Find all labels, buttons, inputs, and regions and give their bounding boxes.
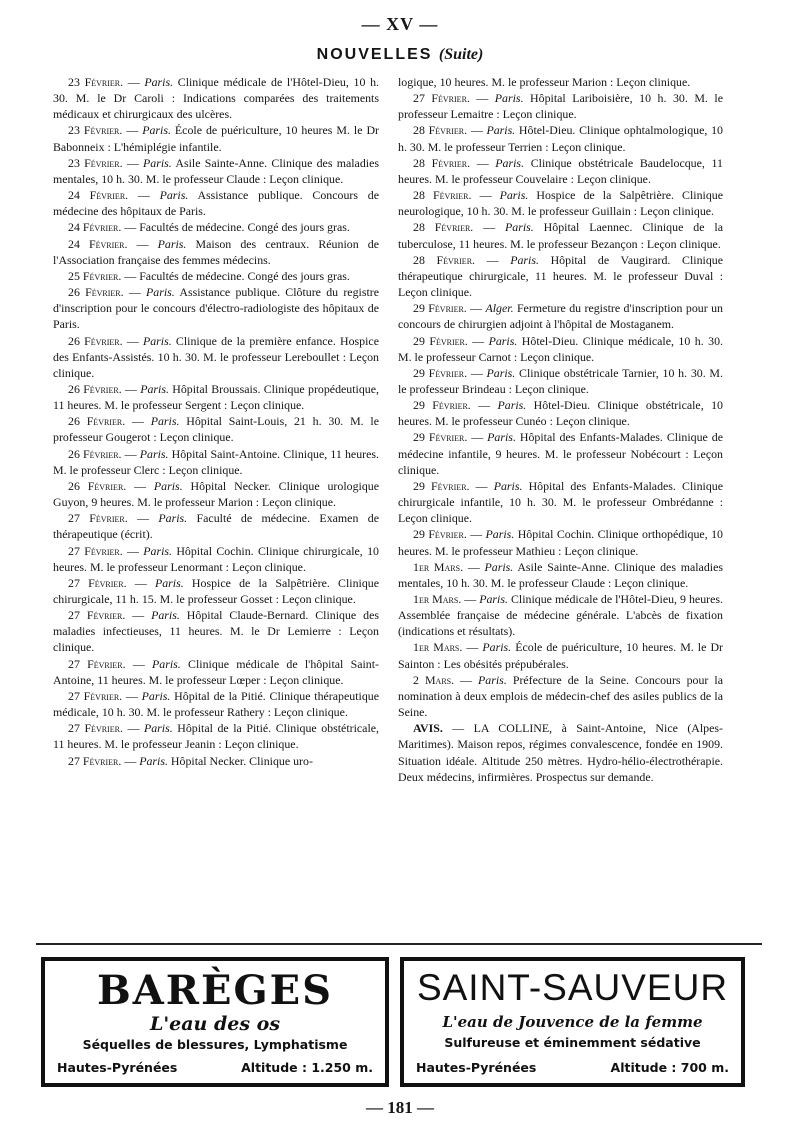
- entry-date: 24 Février.: [68, 220, 122, 235]
- ad-title: BARÈGES: [96, 967, 334, 1014]
- news-entry: 28 Février. — Paris. Hôpital de Vaugirard. Clinique thérapeutique chirurgicale, 11 heures. M. le professeur Duval : Leçon clinique.: [398, 252, 724, 300]
- ad-bareges: [41, 957, 389, 1087]
- news-entry: 24 Février. — Paris. Assistance publique. Concours de médecine des hôpitaux de Paris.: [53, 188, 379, 219]
- folio-roman: — XV —: [361, 14, 439, 34]
- entry-date: 1er Mars.: [413, 592, 462, 606]
- entry-text: Hôpital Broussais. Clinique propédeutique, 11 heures. M. le professeur Sergent : Leçon clinique.: [53, 381, 379, 413]
- entry-text: Hôpital de la Pitié. Clinique obstétricale, 11 heures. M. le professeur Jeanin : Leçon clinique.: [53, 721, 379, 752]
- entry-date: 1er Mars.: [413, 559, 464, 574]
- entry-text: Hôpital Saint-Antoine. Clinique, 11 heures. M. le professeur Clerc : Leçon clinique.: [53, 446, 379, 477]
- avis-text: — LA COLLINE, à Saint-Antoine, Nice (Alpes-Maritimes). Maison repos, régimes convalescence, fondée en 1909. Situation idéale. Altitude 250 mètres. Hydro-hélio-électrothérapie. Deux médecins, infirmières. Prospectus sur demande.: [398, 721, 723, 784]
- news-entry: 1er Mars. — Paris. Clinique médicale de l'Hôtel-Dieu, 9 heures. Assemblée française de médecine générale. L'abcès de fixation (indications et résultats).: [398, 592, 723, 639]
- entry-place: Paris.: [143, 543, 172, 558]
- avis-notice: [398, 720, 723, 785]
- entry-date: 24 Février.: [68, 236, 128, 251]
- entry-text: Hôpital Claude-Bernard. Clinique des maladies infectieuses, 11 heures. M. le Dr Lemierre : Leçon clinique.: [53, 608, 379, 655]
- entry-date: 26 Février.: [68, 285, 124, 300]
- entry-place: Paris.: [159, 188, 189, 203]
- news-entry: 23 Février. — Paris. Clinique médicale de l'Hôtel-Dieu, 10 h. 30. M. le Dr Caroli : Indications comparées des traitements médicaux et chirurgicaux des ulcères.: [53, 75, 379, 122]
- ad-slogan: L'eau des os: [149, 1013, 281, 1035]
- entry-date: 27 Février.: [68, 688, 123, 703]
- entry-place: Paris.: [142, 123, 171, 138]
- right-column-lead: logique, 10 heures. M. le professeur Marion : Leçon clinique.: [398, 75, 691, 89]
- entry-date: 28 Février.: [413, 220, 474, 235]
- entry-text: Hôpital Necker. Clinique uro-: [167, 753, 313, 768]
- entry-text: Assistance publique. Concours de médecine des hôpitaux de Paris.: [53, 188, 379, 219]
- entry-text: Préfecture de la Seine. Concours pour la nomination à deux emplois de médecin-chef des asiles publics de la Seine.: [398, 672, 723, 720]
- news-entry: 2 Mars. — Paris. Préfecture de la Seine. Concours pour la nomination à deux emplois de médecin-chef des asiles publics de la Seine.: [398, 672, 723, 720]
- ad-region: Hautes-Pyrénées: [57, 1060, 178, 1075]
- entry-date: 25 Février.: [68, 268, 122, 283]
- entry-text: Asile Sainte-Anne. Clinique des maladies mentales, 10 h. 30. M. le professeur Claude : Leçon clinique.: [398, 559, 723, 590]
- entry-date: 26 Février.: [68, 381, 122, 396]
- news-entry: 26 Février. — Paris. Hôpital Broussais. Clinique propédeutique, 11 heures. M. le professeur Sergent : Leçon clinique.: [53, 381, 379, 413]
- news-entry: 24 Février. — Paris. Maison des centraux. Réunion de l'Association française des femmes médecins.: [53, 236, 379, 267]
- entry-date: 27 Février.: [68, 511, 128, 526]
- entry-text: Hôpital des Enfants-Malades. Clinique de médecine infantile, 9 heures. M. le professeur Nobécourt : Leçon clinique.: [398, 430, 723, 477]
- entry-place: Paris.: [139, 446, 169, 461]
- news-entry: 27 Février. — Paris. Hôpital Claude-Bernard. Clinique des maladies infectieuses, 11 heures. M. le Dr Lemierre : Leçon clinique.: [53, 608, 379, 655]
- entry-text: Hôpital Laennec. Clinique de la tuberculose, 11 heures. M. le professeur Bezançon : Leçon clinique.: [398, 220, 723, 251]
- entry-date: 27 Février.: [68, 753, 122, 768]
- news-entry: 29 Février. — Alger. Fermeture du registre d'inscription pour un concours de chirurgien adjoint à l'hôpital de Mostaganem.: [398, 301, 723, 332]
- ad-slogan: L'eau de Jouvence de la femme: [442, 1013, 703, 1031]
- ad-title: SAINT-SAUVEUR: [416, 967, 729, 1008]
- entry-text: Hôpital Lariboisière, 10 h. 30. M. le professeur Lemaitre : Leçon clinique.: [398, 91, 723, 122]
- entry-place: Paris.: [499, 188, 529, 203]
- entry-date: 26 Février.: [68, 478, 127, 493]
- ad-altitude: Altitude : 1.250 m.: [241, 1060, 373, 1075]
- entry-text: Clinique médicale de l'Hôtel-Dieu, 9 heures. Assemblée française de médecine générale. L'abcès de fixation (indications et résultats).: [398, 592, 723, 639]
- news-entry: 27 Février. — Paris. Hospice de la Salpêtrière. Clinique chirurgicale, 11 h. 15. M. le professeur Gosset : Leçon clinique.: [53, 575, 379, 606]
- entry-date: 27 Février.: [68, 608, 126, 623]
- entry-date: 2 Mars.: [413, 672, 455, 687]
- entry-date: 29 Février.: [413, 527, 467, 542]
- entry-text: École de puériculture, 10 heures M. le Dr Babonneix : L'hémiplégie infantile.: [53, 123, 380, 154]
- entry-date: 27 Février.: [68, 656, 126, 671]
- news-entry: 27 Février. — Paris. Hôpital Cochin. Clinique chirurgicale, 10 heures. M. le professeur Lenormant : Leçon clinique.: [53, 543, 379, 574]
- entry-text: Facultés de médecine. Congé des jours gras.: [139, 268, 350, 283]
- entry-text: Clinique médicale de l'hôpital Saint-Antoine, 11 heures. M. le professeur Lœper : Leçon clinique.: [53, 656, 380, 687]
- news-entry: 29 Février. — Paris. Hôpital des Enfants-Malades. Clinique chirurgicale infantile, 10 h. 30. M. le professeur Ombrédanne : Leçon clinique.: [398, 478, 723, 526]
- entry-place: Paris.: [151, 608, 180, 623]
- entry-text: Hôtel-Dieu. Clinique ophtalmologique, 10 h. 30. M. le professeur Terrien : Leçon clinique.: [398, 123, 723, 154]
- ad-subtitle: Sulfureuse et éminemment sédative: [444, 1035, 701, 1050]
- entry-date: 23 Février.: [68, 155, 123, 170]
- entry-place: Paris.: [486, 365, 516, 380]
- entry-text: Hôpital de la Pitié. Clinique thérapeutique médicale, 10 h. 30. M. le professeur Rathery : Leçon clinique.: [53, 688, 379, 720]
- news-entry: 26 Février. — Paris. Hôpital Saint-Antoine. Clinique, 11 heures. M. le professeur Clerc : Leçon clinique.: [53, 446, 379, 477]
- entry-place: Paris.: [140, 381, 169, 396]
- entry-place: Paris.: [478, 672, 507, 687]
- page-number: — 181 —: [366, 1098, 434, 1117]
- entry-date: 29 Février.: [413, 478, 470, 493]
- entry-place: Paris.: [154, 575, 184, 590]
- entry-date: 29 Février.: [413, 365, 468, 380]
- entry-place: Paris.: [487, 430, 516, 445]
- news-entry: 26 Février. — Paris. Hôpital Saint-Louis, 21 h. 30. M. le professeur Gougerot : Leçon clinique.: [53, 414, 380, 445]
- news-entry: 28 Février. — Paris. Hôtel-Dieu. Clinique ophtalmologique, 10 h. 30. M. le professeur Terrien : Leçon clinique.: [398, 123, 723, 154]
- news-entry: 27 Février. — Paris. Hôpital Necker. Clinique uro-: [68, 753, 313, 768]
- news-entry: 29 Février. — Paris. Hôtel-Dieu. Clinique obstétricale, 10 heures. M. le professeur Cunéo : Leçon clinique.: [398, 398, 723, 429]
- news-entry: 1er Mars. — Paris. École de puériculture, 10 heures. M. le Dr Sainton : Les obésités prépubérales.: [398, 640, 724, 671]
- entry-place: Paris.: [139, 753, 168, 768]
- entry-text: Maison des centraux. Réunion de l'Association française des femmes médecins.: [53, 236, 379, 267]
- news-entry: 29 Février. — Paris. Hôpital des Enfants-Malades. Clinique de médecine infantile, 9 heures. M. le professeur Nobécourt : Leçon clinique.: [398, 430, 723, 477]
- entry-text: Hôpital des Enfants-Malades. Clinique chirurgicale infantile, 10 h. 30. M. le professeur Ombrédanne : Leçon clinique.: [398, 478, 723, 526]
- section-heading: [0, 46, 800, 64]
- entry-place: Paris.: [505, 220, 534, 235]
- entry-date: 23 Février.: [68, 123, 123, 138]
- entry-place: Paris.: [157, 236, 187, 251]
- entry-place: Paris.: [493, 478, 523, 493]
- entry-date: 24 Février.: [68, 188, 129, 203]
- ad-footer: [57, 1060, 373, 1075]
- entry-date: 27 Février.: [413, 91, 470, 106]
- entry-text: Fermeture du registre d'inscription pour un concours de chirurgien adjoint à l'hôpital de Mostaganem.: [398, 301, 723, 332]
- entry-date: 26 Février.: [68, 414, 126, 429]
- left-column: [53, 74, 379, 769]
- entry-place: Paris.: [143, 155, 172, 170]
- entry-place: Paris.: [495, 155, 525, 170]
- entry-place: Paris.: [482, 640, 512, 655]
- entry-text: Clinique médicale de l'Hôtel-Dieu, 10 h. 30. M. le Dr Caroli : Indications comparées des traitements médicaux et chirurgicaux des ulcères.: [53, 75, 379, 122]
- news-entry: 23 Février. — Paris. Asile Sainte-Anne. Clinique des maladies mentales, 10 h. 30. M. le professeur Claude : Leçon clinique.: [53, 155, 379, 186]
- news-entry: 1er Mars. — Paris. Asile Sainte-Anne. Clinique des maladies mentales, 10 h. 30. M. le professeur Claude : Leçon clinique.: [398, 559, 723, 590]
- entry-place: Paris.: [143, 721, 173, 736]
- entry-place: Paris.: [146, 285, 175, 300]
- entry-text: Faculté de médecine. Examen de thérapeutique (écrit).: [53, 511, 379, 542]
- entry-text: Facultés de médecine. Congé des jours gras.: [139, 220, 350, 235]
- entry-text: Asile Sainte-Anne. Clinique des maladies mentales, 10 h. 30. M. le professeur Claude : Leçon clinique.: [53, 155, 379, 186]
- news-entry: 29 Février. — Paris. Hôpital Cochin. Clinique orthopédique, 10 heures. M. le professeur Mathieu : Leçon clinique.: [398, 527, 723, 558]
- ad-region: Hautes-Pyrénées: [416, 1060, 537, 1075]
- entry-text: Hôtel-Dieu. Clinique obstétricale, 10 heures. M. le professeur Cunéo : Leçon clinique.: [398, 398, 723, 429]
- entry-place: Paris.: [153, 478, 183, 493]
- divider-rule: [36, 943, 762, 945]
- heading-suite: (Suite): [438, 46, 484, 63]
- entry-text: École de puériculture, 10 heures. M. le Dr Sainton : Les obésités prépubérales.: [398, 640, 724, 671]
- entry-text: Hôpital Cochin. Clinique chirurgicale, 10 heures. M. le professeur Lenormant : Leçon clinique.: [53, 543, 379, 574]
- news-entry: 25 Février. — Facultés de médecine. Congé des jours gras.: [68, 268, 350, 283]
- news-entry: 28 Février. — Paris. Clinique obstétricale Baudelocque, 11 heures. M. le professeur Couvelaire : Leçon clinique.: [398, 155, 723, 186]
- entry-date: 28 Février.: [413, 155, 471, 170]
- entry-text: Hospice de la Salpêtrière. Clinique neurologique, 10 h. 30. M. le professeur Guillain : Leçon clinique.: [398, 188, 723, 219]
- entry-date: 26 Février.: [68, 333, 123, 348]
- entry-date: 29 Février.: [413, 333, 468, 348]
- news-entry: 27 Février. — Paris. Clinique médicale de l'hôpital Saint-Antoine, 11 heures. M. le professeur Lœper : Leçon clinique.: [53, 656, 380, 687]
- entry-place: Paris.: [479, 592, 508, 606]
- entry-text: Clinique de la première enfance. Hospice des Enfants-Assistés. 10 h. 30. M. le professeur Lereboullet : Leçon clinique.: [53, 333, 379, 380]
- news-entry: 27 Février. — Paris. Hôpital Lariboisière, 10 h. 30. M. le professeur Lemaitre : Leçon clinique.: [398, 91, 723, 122]
- news-entry: 26 Février. — Paris. Assistance publique. Clôture du registre d'inscription pour le concours d'électro-radiologiste des hôpitaux de Paris.: [53, 285, 379, 332]
- news-entry: 27 Février. — Paris. Hôpital de la Pitié. Clinique thérapeutique médicale, 10 h. 30. M. le professeur Rathery : Leçon clinique.: [53, 688, 379, 720]
- entry-place: Paris.: [141, 688, 171, 703]
- news-entry: 26 Février. — Paris. Hôpital Necker. Clinique urologique Guyon, 9 heures. M. le professeur Marion : Leçon clinique.: [53, 478, 379, 510]
- entry-place: Paris.: [142, 333, 172, 348]
- entry-place: Paris.: [144, 75, 174, 89]
- entry-place: Paris.: [497, 398, 527, 413]
- news-entry: 29 Février. — Paris. Clinique obstétricale Tarnier, 10 h. 30. M. le professeur Brindeau : Leçon clinique.: [398, 365, 723, 396]
- entry-text: Hôpital de Vaugirard. Clinique thérapeutique chirurgicale, 11 heures. M. le professeur Duval : Leçon clinique.: [398, 252, 724, 300]
- entry-date: 1er Mars.: [413, 640, 463, 655]
- entry-place: Paris.: [484, 559, 514, 574]
- entry-text: Hôpital Saint-Louis, 21 h. 30. M. le professeur Gougerot : Leçon clinique.: [53, 414, 380, 445]
- ad-altitude: Altitude : 700 m.: [610, 1060, 729, 1075]
- entry-date: 26 Février.: [68, 446, 122, 461]
- entry-place: Paris.: [510, 252, 539, 267]
- news-entry: 27 Février. — Paris. Faculté de médecine. Examen de thérapeutique (écrit).: [53, 511, 379, 542]
- entry-place: Paris.: [158, 511, 188, 526]
- ad-footer: [416, 1060, 729, 1075]
- entry-place: Paris.: [152, 656, 181, 671]
- right-column: [398, 74, 723, 785]
- entry-text: Clinique obstétricale Tarnier, 10 h. 30. M. le professeur Brindeau : Leçon clinique.: [398, 365, 723, 396]
- entry-place: Paris.: [494, 91, 524, 106]
- entry-text: Hôtel-Dieu. Clinique médicale, 10 h. 30. M. le professeur Carnot : Leçon clinique.: [398, 333, 723, 364]
- entry-date: 27 Février.: [68, 721, 123, 736]
- entry-date: 27 Février.: [68, 543, 123, 558]
- avis-label: AVIS.: [413, 721, 443, 736]
- entry-text: Hôpital Necker. Clinique urologique Guyon, 9 heures. M. le professeur Marion : Leçon clinique.: [53, 478, 379, 510]
- news-entry: 26 Février. — Paris. Clinique de la première enfance. Hospice des Enfants-Assistés. 10 h. 30. M. le professeur Lereboullet : Leçon clinique.: [53, 333, 379, 380]
- heading-text: NOUVELLES: [316, 46, 433, 63]
- news-entry: 23 Février. — Paris. École de puériculture, 10 heures M. le Dr Babonneix : L'hémiplégie infantile.: [53, 123, 380, 154]
- entry-date: 28 Février.: [413, 123, 468, 138]
- ad-saint-sauveur: [400, 957, 745, 1087]
- right-column-entries: [398, 90, 723, 720]
- entry-text: Hospice de la Salpêtrière. Clinique chirurgicale, 11 h. 15. M. le professeur Gosset : Leçon clinique.: [53, 575, 379, 606]
- entry-date: 28 Février.: [413, 188, 472, 203]
- news-entry: 28 Février. — Paris. Hospice de la Salpêtrière. Clinique neurologique, 10 h. 30. M. le professeur Guillain : Leçon clinique.: [398, 188, 723, 219]
- entry-date: 29 Février.: [413, 430, 468, 445]
- entry-date: 23 Février.: [68, 75, 124, 89]
- entry-place: Paris.: [486, 123, 516, 138]
- news-entry: 29 Février. — Paris. Hôtel-Dieu. Clinique médicale, 10 h. 30. M. le professeur Carnot : Leçon clinique.: [398, 333, 723, 364]
- entry-date: 27 Février.: [68, 575, 127, 590]
- entry-date: 29 Février.: [413, 398, 471, 413]
- news-entry: 24 Février. — Facultés de médecine. Congé des jours gras.: [68, 220, 350, 235]
- entry-text: Clinique obstétricale Baudelocque, 11 heures. M. le professeur Couvelaire : Leçon clinique.: [398, 155, 723, 186]
- entry-text: Assistance publique. Clôture du registre d'inscription pour le concours d'électro-radiologiste des hôpitaux de Paris.: [53, 285, 379, 332]
- entry-place: Paris.: [485, 527, 515, 542]
- entry-text: Hôpital Cochin. Clinique orthopédique, 10 heures. M. le professeur Mathieu : Leçon clinique.: [398, 527, 723, 558]
- entry-place: Alger.: [485, 301, 514, 316]
- news-entry: 27 Février. — Paris. Hôpital de la Pitié. Clinique obstétricale, 11 heures. M. le professeur Jeanin : Leçon clinique.: [53, 721, 379, 752]
- news-entry: 28 Février. — Paris. Hôpital Laennec. Clinique de la tuberculose, 11 heures. M. le professeur Bezançon : Leçon clinique.: [398, 220, 723, 251]
- entry-date: 29 Février.: [413, 301, 467, 316]
- ad-subtitle: Séquelles de blessures, Lymphatisme: [82, 1037, 348, 1052]
- entry-place: Paris.: [488, 333, 518, 348]
- entry-place: Paris.: [150, 414, 180, 429]
- entry-date: 28 Février.: [413, 252, 476, 267]
